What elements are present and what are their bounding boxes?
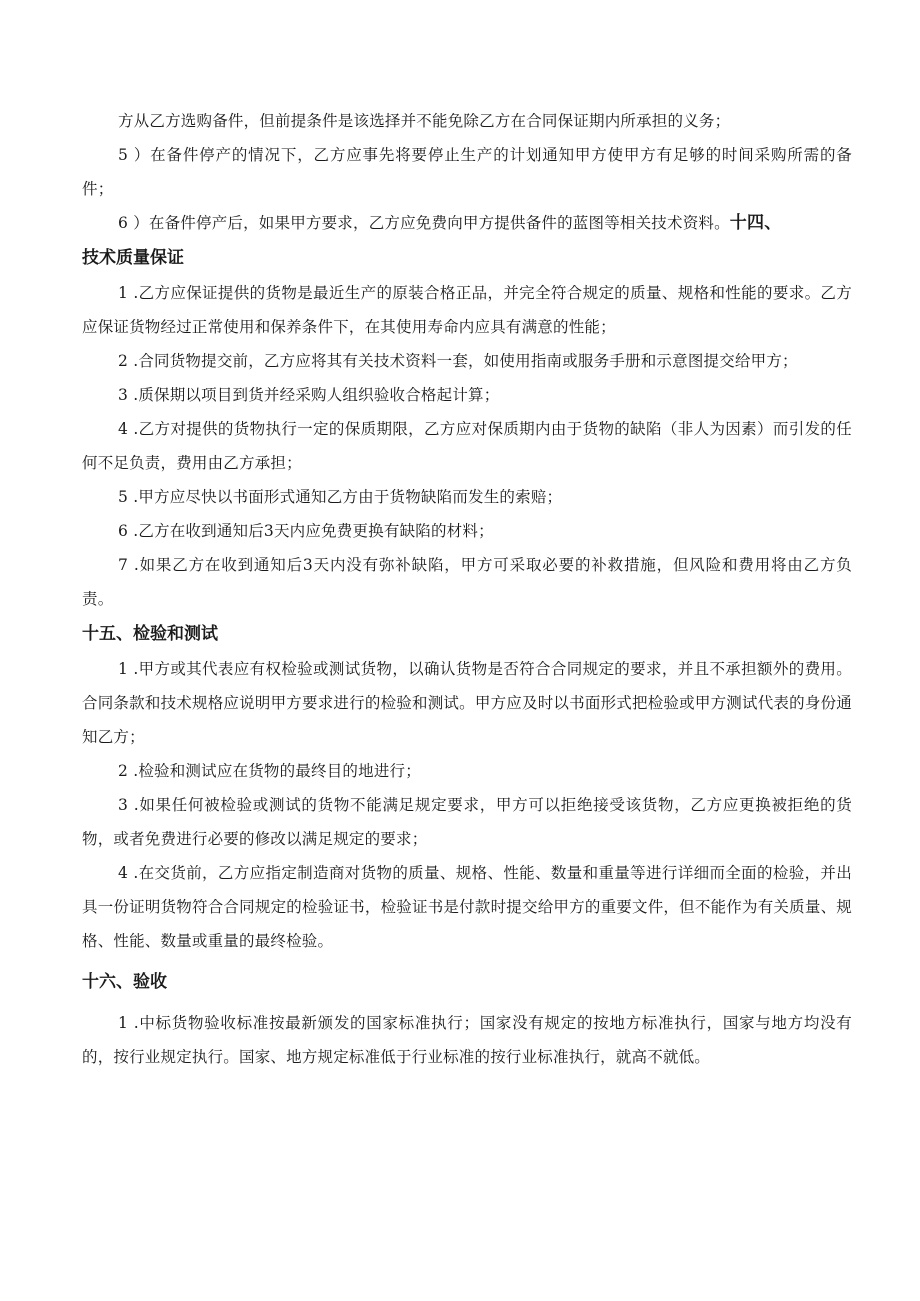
section-14-title: 技术质量保证	[82, 248, 184, 268]
section-15-item: 4 .在交货前，乙方应指定制造商对货物的质量、规格、性能、数量和重量等进行详细而全面的检验，并出具一份证明货物符合合同规定的检验证书，检验证书是付款时提交给甲方的重要文件，但不能作为有关质量、规格、性能、数量或重量的最终检验。	[82, 864, 852, 950]
section-14-title-start: 十四、	[729, 213, 782, 233]
document-body	[82, 104, 852, 1074]
section-14-item: 2 .合同货物提交前，乙方应将其有关技术资料一套，如使用指南或服务手册和示意图提交给甲方；	[118, 352, 798, 370]
section-15-title: 十五、检验和测试	[82, 624, 218, 644]
section-16-item: 1 .中标货物验收标准按最新颁发的国家标准执行；国家没有规定的按地方标准执行，国家与地方均没有的，按行业规定执行。国家、地方规定标准低于行业标准的按行业标准执行，就高不就低。	[82, 1014, 852, 1066]
section-16-title: 十六、验收	[82, 972, 167, 992]
section-15-item: 3 .如果任何被检验或测试的货物不能满足规定要求，甲方可以拒绝接受该货物，乙方应更换被拒绝的货物，或者免费进行必要的修改以满足规定的要求；	[82, 796, 852, 848]
intro-fragment: 方从乙方选购备件，但前提条件是该选择并不能免除乙方在合同保证期内所承担的义务；	[118, 112, 731, 130]
section-14-item: 5 .甲方应尽快以书面形式通知乙方由于货物缺陷而发生的索赔；	[118, 488, 563, 506]
section-14-item: 4 .乙方对提供的货物执行一定的保质期限，乙方应对保质期内由于货物的缺陷（非人为因素）而引发的任何不足负责，费用由乙方承担；	[82, 420, 852, 472]
section-15-item: 2 .检验和测试应在货物的最终目的地进行；	[118, 762, 421, 780]
section-14-item: 3 .质保期以项目到货并经采购人组织验收合格起计算；	[118, 386, 500, 404]
spare-item-6-text: 6 ）在备件停产后，如果甲方要求，乙方应免费向甲方提供备件的蓝图等相关技术资料。	[118, 214, 730, 232]
section-14-item: 6 .乙方在收到通知后3天内应免费更换有缺陷的材料；	[118, 522, 494, 540]
section-14-item: 7 .如果乙方在收到通知后3天内没有弥补缺陷，甲方可采取必要的补救措施，但风险和费用将由乙方负责。	[82, 556, 852, 608]
spare-item-5: 5 ）在备件停产的情况下，乙方应事先将要停止生产的计划通知甲方使甲方有足够的时间采购所需的备件；	[82, 146, 852, 198]
spare-item-6	[82, 206, 852, 240]
section-15-item: 1 .甲方或其代表应有权检验或测试货物，以确认货物是否符合合同规定的要求，并且不承担额外的费用。合同条款和技术规格应说明甲方要求进行的检验和测试。甲方应及时以书面形式把检验或甲方测试代表的身份通知乙方；	[82, 660, 852, 746]
section-14-item: 1 .乙方应保证提供的货物是最近生产的原装合格正品，并完全符合规定的质量、规格和性能的要求。乙方应保证货物经过正常使用和保养条件下，在其使用寿命内应具有满意的性能；	[82, 284, 852, 336]
